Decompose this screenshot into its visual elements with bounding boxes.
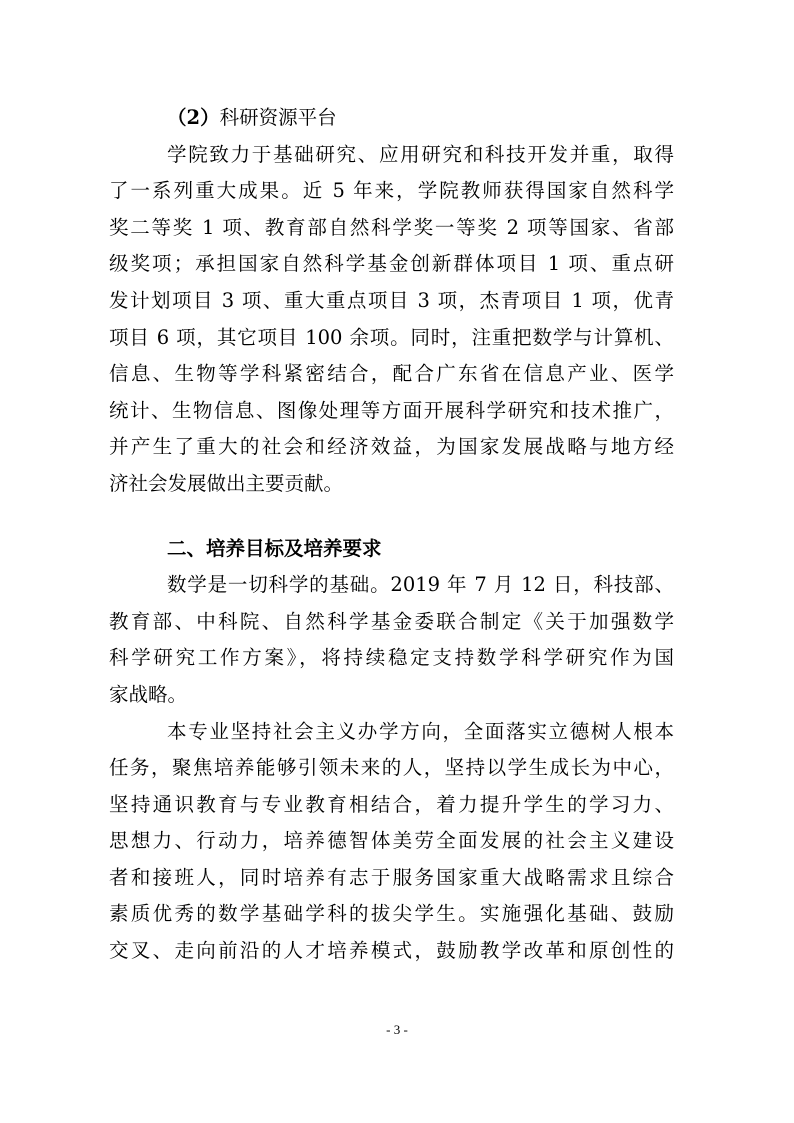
paragraph-line: 统计、生物信息、图像处理等方面开展科学研究和技术推广， — [109, 398, 674, 422]
subsection-title: 科研资源平台 — [219, 106, 337, 129]
page-content — [109, 100, 674, 970]
paragraph-research-platform — [109, 137, 674, 503]
paragraph-line: 了一系列重大成果。近 5 年来，学院教师获得国家自然科学 — [109, 179, 674, 203]
paragraph-line: 教育部、中科院、自然科学基金委联合制定《关于加强数学 — [109, 609, 674, 633]
paragraph-line: 学院致力于基础研究、应用研究和科技开发并重，取得 — [167, 142, 674, 166]
paragraph-line: 并产生了重大的社会和经济效益，为国家发展战略与地方经 — [109, 435, 674, 459]
subsection-heading — [109, 100, 674, 137]
paragraph-math-foundation — [109, 567, 674, 713]
paragraph-line: 思想力、行动力，培养德智体美劳全面发展的社会主义建设 — [109, 829, 674, 853]
section-heading: 二、培养目标及培养要求 — [167, 536, 382, 560]
paragraph-line: 奖二等奖 1 项、教育部自然科学奖一等奖 2 项等国家、省部 — [109, 215, 674, 239]
subsection-number: （2） — [167, 106, 220, 129]
paragraph-line: 级奖项；承担国家自然科学基金创新群体项目 1 项、重点研 — [109, 252, 674, 276]
paragraph-line: 本专业坚持社会主义办学方向，全面落实立德树人根本 — [167, 719, 674, 743]
paragraph-line: 家战略。 — [109, 682, 188, 706]
paragraph-line: 发计划项目 3 项、重大重点项目 3 项，杰青项目 1 项，优青 — [109, 288, 674, 312]
paragraph-line: 项目 6 项，其它项目 100 余项。同时，注重把数学与计算机、 — [109, 325, 674, 349]
paragraph-line: 任务，聚焦培养能够引领未来的人，坚持以学生成长为中心， — [109, 756, 674, 780]
paragraph-line: 济社会发展做出主要贡献。 — [109, 471, 344, 495]
paragraph-line: 者和接班人，同时培养有志于服务国家重大战略需求且综合 — [109, 865, 674, 889]
paragraph-line: 信息、生物等学科紧密结合，配合广东省在信息产业、医学 — [109, 362, 674, 386]
paragraph-line: 数学是一切科学的基础。2019 年 7 月 12 日，科技部、 — [167, 573, 674, 597]
paragraph-line: 交叉、走向前沿的人才培养模式，鼓励教学改革和原创性的 — [109, 939, 674, 963]
paragraph-line: 素质优秀的数学基础学科的拔尖学生。实施强化基础、鼓励 — [109, 902, 674, 926]
paragraph-line: 坚持通识教育与专业教育相结合，着力提升学生的学习力、 — [109, 792, 674, 816]
paragraph-training-goals — [109, 714, 674, 970]
paragraph-line: 科学研究工作方案》，将持续稳定支持数学科学研究作为国 — [109, 646, 674, 670]
page-number: - 3 - — [386, 1022, 408, 1037]
